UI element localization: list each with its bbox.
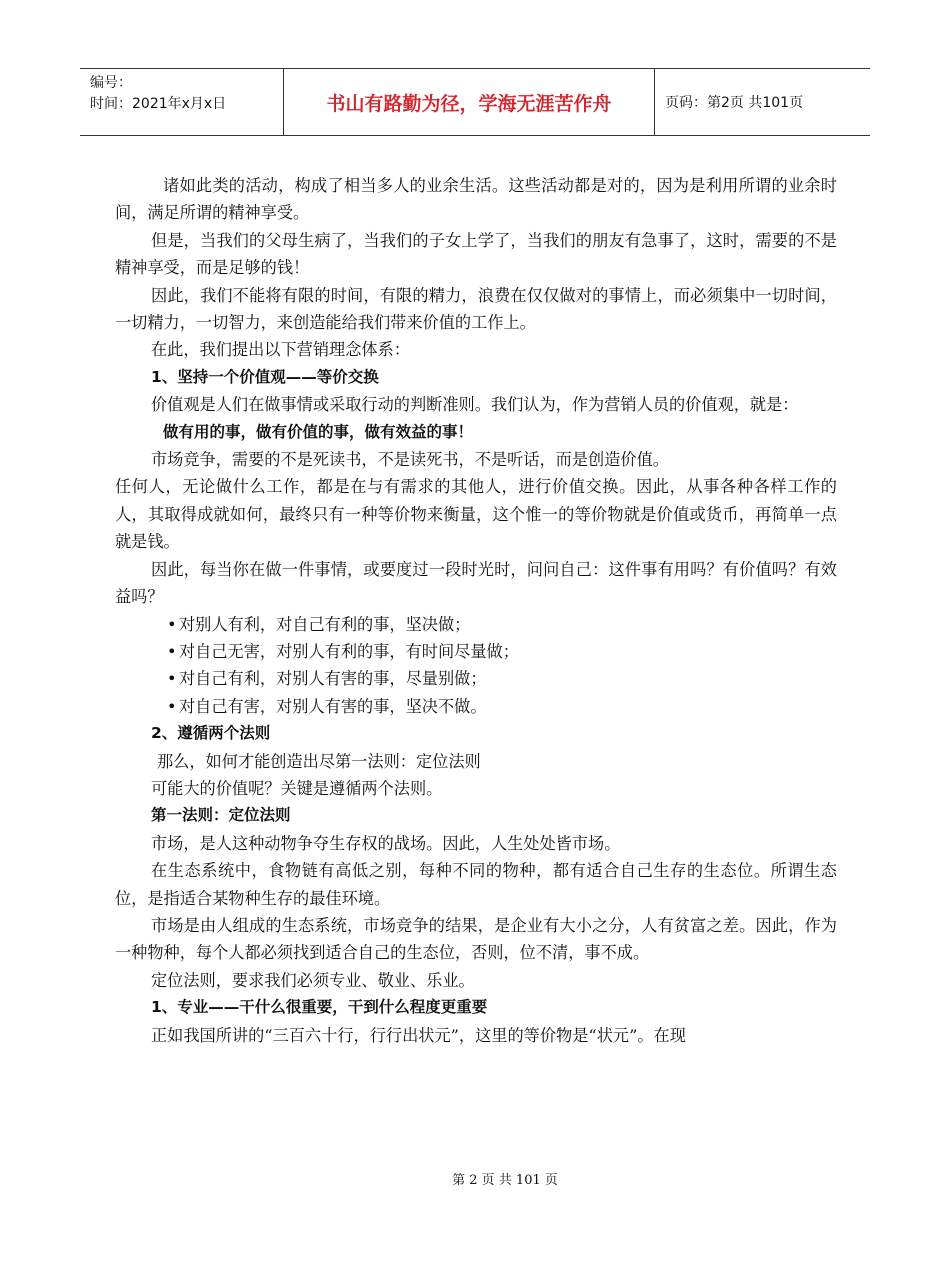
document-time-label: 时间：2021年x月x日 bbox=[90, 96, 227, 112]
section-heading: 2、遵循两个法则 bbox=[151, 724, 271, 743]
paragraph: 市场是由人组成的生态系统，市场竞争的结果，是企业有大小之分，人有贫富之差。因此，作为一种物种，每个人都必须找到适合自己的生态位，否则，位不清，事不成。 bbox=[115, 915, 837, 963]
paragraph: 诸如此类的活动，构成了相当多人的业余生活。这些活动都是对的，因为是利用所谓的业余时间，满足所谓的精神享受。 bbox=[115, 176, 837, 223]
paragraph: 那么，如何才能创造出尽第一法则：定位法则 bbox=[157, 751, 481, 771]
paragraph: 市场，是人这种动物争夺生存权的战场。因此，人生处处皆市场。 bbox=[151, 833, 621, 853]
paragraph: 市场竞争，需要的不是死读书，不是读死书，不是听话，而是创造价值。 bbox=[151, 450, 669, 470]
paragraph: 正如我国所讲的“三百六十行，行行出状元”，这里的等价物是“状元”。在现 bbox=[151, 1025, 686, 1045]
paragraph: 可能大的价值呢？关键是遵循两个法则。 bbox=[151, 778, 443, 798]
header-motto: 书山有路勤为径，学海无涯苦作舟 bbox=[283, 69, 655, 135]
paragraph: 因此，我们不能将有限的时间，有限的精力，浪费在仅仅做对的事情上，而必须集中一切时间，一切精力，一切智力，来创造能给我们带来价值的工作上。 bbox=[115, 285, 837, 333]
paragraph: 在生态系统中，食物链有高低之别，每种不同的物种，都有适合自己生存的生态位。所谓生态位，是指适合某物种生存的最佳环境。 bbox=[115, 861, 837, 908]
section-heading: 1、坚持一个价值观——等价交换 bbox=[151, 367, 379, 386]
section-heading: 第一法则：定位法则 bbox=[151, 806, 291, 825]
header-page-info: 页码：第2页 共101页 bbox=[665, 95, 804, 111]
page-header bbox=[80, 68, 870, 136]
list-item: • 对自己无害，对别人有利的事，有时间尽量做； bbox=[115, 638, 837, 665]
header-meta bbox=[80, 69, 283, 135]
paragraph: 价值观是人们在做事情或采取行动的判断准则。我们认为，作为营销人员的价值观，就是： bbox=[151, 395, 799, 415]
list-item: • 对自己有利，对别人有害的事，尽量别做； bbox=[115, 665, 837, 692]
paragraph: 在此，我们提出以下营销理念体系： bbox=[151, 340, 410, 360]
bullet-icon: • bbox=[167, 696, 177, 716]
bullet-icon: • bbox=[167, 614, 177, 634]
document-number-label: 编号： bbox=[90, 75, 132, 91]
value-motto: 做有用的事，做有价值的事，做有效益的事！ bbox=[163, 422, 474, 441]
paragraph: 但是，当我们的父母生病了，当我们的子女上学了，当我们的朋友有急事了，这时，需要的不是精神享受，而是足够的钱！ bbox=[115, 230, 837, 278]
paragraph: 定位法则，要求我们必须专业、敬业、乐业。 bbox=[151, 970, 475, 990]
document-body bbox=[115, 172, 837, 1049]
section-heading: 1、专业——干什么很重要，干到什么程度更重要 bbox=[151, 998, 488, 1017]
paragraph: 任何人，无论做什么工作，都是在与有需求的其他人，进行价值交换。因此，从事各种各样工作的人，其取得成就如何，最终只有一种等价物来衡量，这个惟一的等价物就是价值或货币，再简单一点就是钱。 bbox=[115, 477, 837, 552]
list-item: • 对自己有害，对别人有害的事，坚决不做。 bbox=[115, 693, 837, 720]
page-footer: 第 2 页 共 101 页 bbox=[452, 1173, 558, 1188]
paragraph: 因此，每当你在做一件事情，或要度过一段时光时，问问自己：这件事有用吗？有价值吗？有效益吗？ bbox=[115, 559, 837, 607]
bullet-icon: • bbox=[167, 641, 177, 661]
list-item: • 对别人有利，对自己有利的事，坚决做； bbox=[115, 611, 837, 638]
bullet-icon: • bbox=[167, 669, 177, 689]
